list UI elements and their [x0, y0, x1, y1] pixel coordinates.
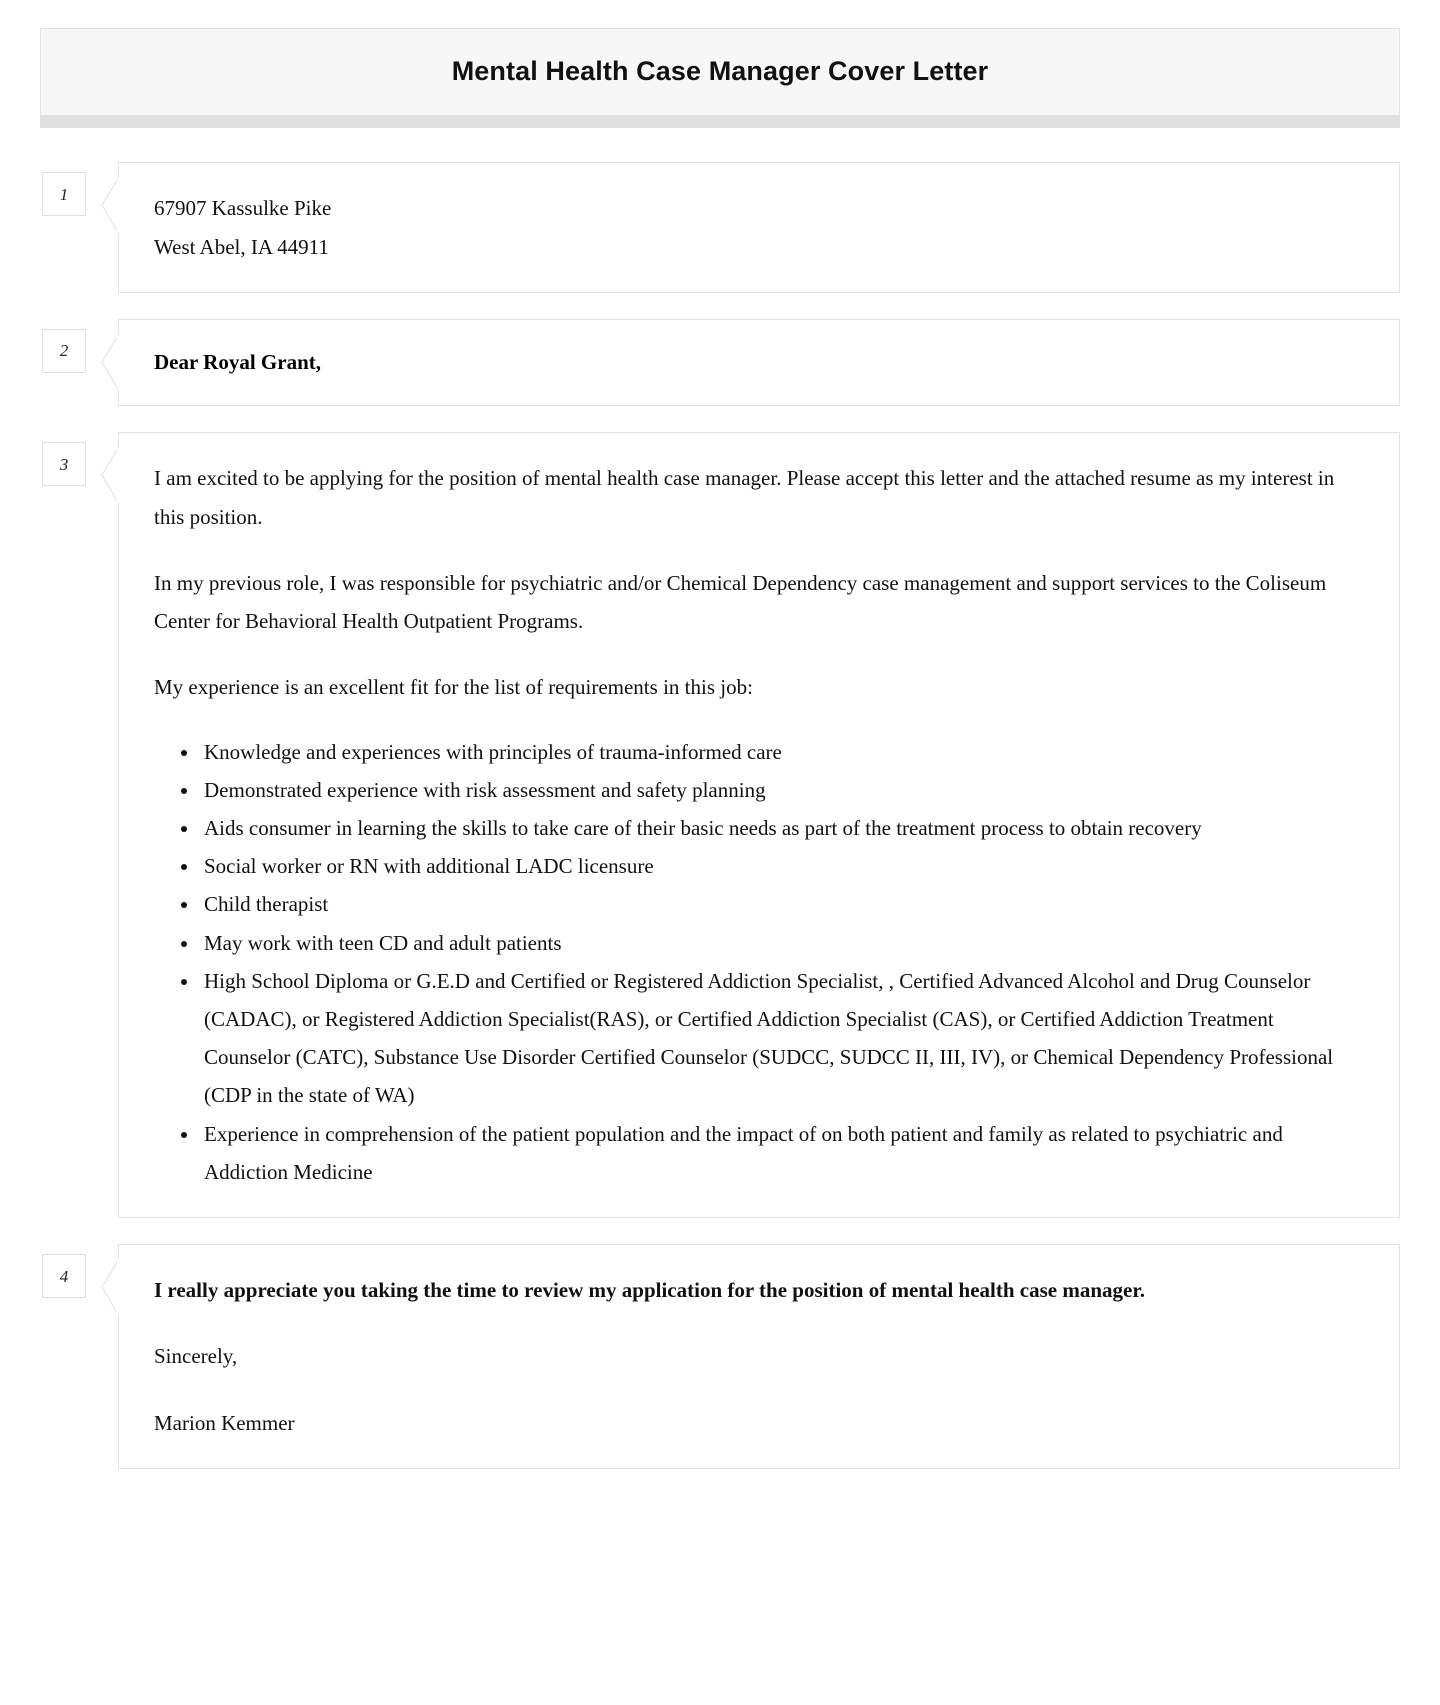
page-title: Mental Health Case Manager Cover Letter — [451, 56, 989, 86]
closing-appreciation-text: I really appreciate you taking the time to review my application for the position of mental health case manager. — [154, 1278, 1146, 1303]
list-item: • Aids consumer in learning the skills to take care of their basic needs as part of the treatment process to obtain recovery — [200, 809, 1365, 847]
list-item: • Demonstrated experience with risk assessment and safety planning — [200, 771, 1365, 809]
step-number-badge-4: 4 — [42, 1254, 86, 1298]
address-line-1: 67907 Kassulke Pike — [154, 196, 332, 221]
bubble-notch-icon — [101, 1259, 119, 1317]
step-number-badge-2: 2 — [42, 329, 86, 373]
body-paragraph-1: I am excited to be applying for the position of mental health case manager. Please accept this letter and the attached resume as my interest in this position. — [154, 466, 1335, 529]
step-number-badge-3: 3 — [42, 442, 86, 486]
list-item: • Child therapist — [200, 885, 1365, 923]
list-item: • High School Diploma or G.E.D and Certified or Registered Addiction Specialist, , Certified Advanced Alcohol and Drug Counselor (CADAC), or Registered Addiction Specialist(RAS), or Certified Addiction Specialist (CAS), or Certified Addiction Treatment Counselor (CATC), Substance Use Disorder Certified Counselor (SUDCC, SUDCC II, III, IV), or Chemical Dependency Professional (CDP in the state of WA) — [200, 962, 1365, 1115]
letter-section-salutation — [40, 319, 1400, 407]
page-header — [40, 28, 1400, 128]
closing-signoff: Sincerely, — [154, 1344, 238, 1369]
bubble-notch-icon — [101, 334, 119, 392]
header-underbar-divider — [40, 115, 1400, 128]
address-block[interactable] — [118, 162, 1400, 292]
header-bar — [40, 28, 1400, 115]
cover-letter-page — [0, 28, 1440, 1469]
list-item: • Experience in comprehension of the patient population and the impact of on both patient and family as related to psychiatric and Addiction Medicine — [200, 1115, 1365, 1191]
step-number-badge-1: 1 — [42, 172, 86, 216]
closing-block[interactable] — [118, 1244, 1400, 1469]
requirements-list — [154, 733, 1365, 1192]
closing-signature-name: Marion Kemmer — [154, 1410, 295, 1435]
salutation-text: Dear Royal Grant, — [154, 349, 322, 374]
letter-sections — [40, 162, 1400, 1468]
body-block[interactable] — [118, 432, 1400, 1218]
address-line-2: West Abel, IA 44911 — [154, 234, 329, 259]
list-item: • May work with teen CD and adult patients — [200, 924, 1365, 962]
bubble-notch-icon — [101, 177, 119, 235]
bubble-notch-icon — [101, 447, 119, 505]
list-item: • Knowledge and experiences with principles of trauma-informed care — [200, 733, 1365, 771]
body-paragraph-3: My experience is an excellent fit for the list of requirements in this job: — [154, 675, 753, 700]
letter-section-closing — [40, 1244, 1400, 1469]
letter-section-body — [40, 432, 1400, 1218]
list-item: • Social worker or RN with additional LADC licensure — [200, 847, 1365, 885]
salutation-block[interactable] — [118, 319, 1400, 407]
letter-section-address — [40, 162, 1400, 292]
body-paragraph-2: In my previous role, I was responsible for psychiatric and/or Chemical Dependency case management and support services to the Coliseum Center for Behavioral Health Outpatient Programs. — [154, 570, 1327, 634]
